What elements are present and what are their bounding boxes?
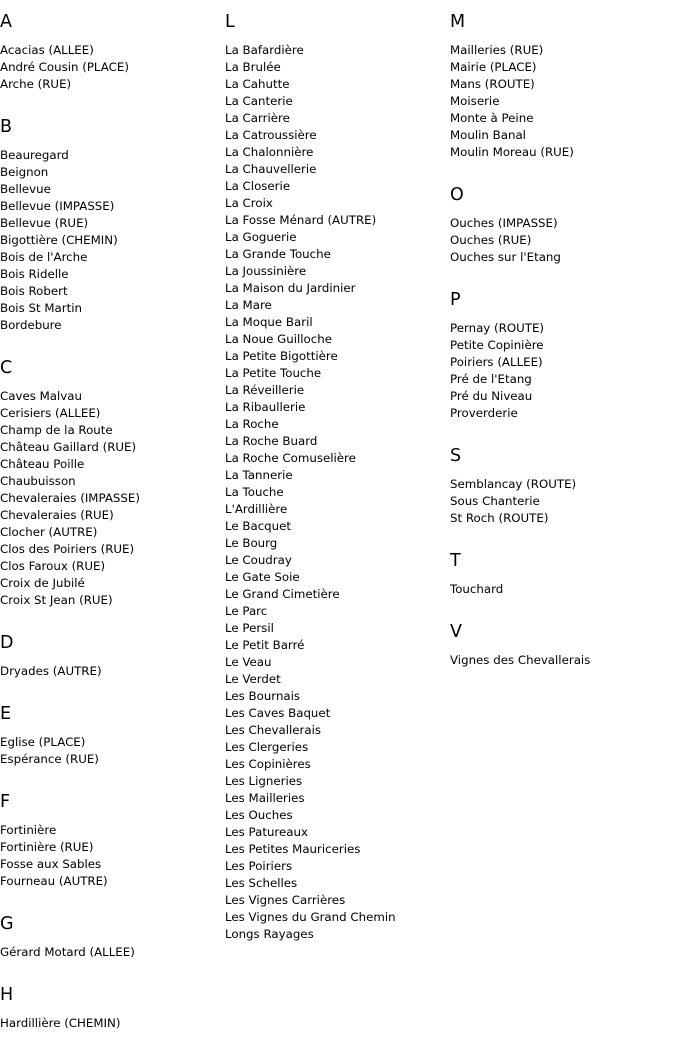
street-name: Croix de Jubilé — [0, 576, 85, 590]
street-name: La Roche Buard — [225, 434, 318, 448]
street-name: Les Schelles — [225, 876, 298, 890]
street-name: Mailleries (RUE) — [450, 43, 544, 57]
section-letter: O — [450, 185, 464, 205]
street-list — [0, 388, 215, 609]
street-name: Le Gate Soie — [225, 570, 300, 584]
letter-section — [0, 633, 215, 680]
street-name: Gérard Motard (ALLEE) — [0, 945, 135, 959]
street-name: Moulin Moreau (RUE) — [450, 145, 574, 159]
letter-section — [450, 12, 675, 161]
street-name: La Chalonnière — [225, 145, 314, 159]
street-name: Les Caves Baquet — [225, 706, 331, 720]
street-name: La Bafardière — [225, 43, 304, 57]
street-name: Fourneau (AUTRE) — [0, 874, 108, 888]
street-name: Bigottière (CHEMIN) — [0, 233, 118, 247]
street-list — [450, 320, 675, 422]
section-letter: B — [0, 117, 13, 137]
letter-section — [450, 290, 675, 422]
street-name: Moiserie — [450, 94, 500, 108]
letter-section — [0, 914, 215, 961]
street-list — [0, 147, 215, 334]
street-name: St Roch (ROUTE) — [450, 511, 549, 525]
street-name: Le Grand Cimetière — [225, 587, 340, 601]
street-name: Château Poille — [0, 457, 85, 471]
street-name: Acacias (ALLEE) — [0, 43, 94, 57]
street-list — [450, 581, 675, 598]
letter-section — [450, 185, 675, 266]
street-name: La Ribaullerie — [225, 400, 306, 414]
letter-section — [225, 12, 440, 943]
street-name: Le Petit Barré — [225, 638, 305, 652]
street-name: Les Ouches — [225, 808, 293, 822]
street-name: Caves Malvau — [0, 389, 82, 403]
street-list — [225, 42, 440, 943]
street-name: La Moque Baril — [225, 315, 313, 329]
letter-section — [0, 704, 215, 768]
street-name: Chaubuisson — [0, 474, 76, 488]
letter-section — [0, 358, 215, 609]
letter-section — [0, 12, 215, 93]
street-list — [0, 663, 215, 680]
street-name: Bordebure — [0, 318, 62, 332]
street-name: La Roche — [225, 417, 279, 431]
street-name: Les Vignes du Grand Chemin — [225, 910, 396, 924]
street-list — [0, 822, 215, 890]
street-name: Le Verdet — [225, 672, 281, 686]
street-name: La Brulée — [225, 60, 281, 74]
street-name: Les Chevallerais — [225, 723, 322, 737]
street-name: Monte à Peine — [450, 111, 534, 125]
street-name: La Joussinière — [225, 264, 307, 278]
street-name: Poiriers (ALLEE) — [450, 355, 543, 369]
section-letter: L — [225, 12, 235, 32]
street-name: Eglise (PLACE) — [0, 735, 86, 749]
section-letter: V — [450, 622, 462, 642]
street-name: Pernay (ROUTE) — [450, 321, 545, 335]
street-name: Les Vignes Carrières — [225, 893, 346, 907]
index-column-1 — [0, 0, 215, 1032]
street-name: Mairie (PLACE) — [450, 60, 537, 74]
letter-section — [450, 446, 675, 527]
letter-section — [450, 551, 675, 598]
street-name: Pré du Niveau — [450, 389, 533, 403]
street-name: Bois Ridelle — [0, 267, 69, 281]
street-name: La Carrière — [225, 111, 290, 125]
street-name: La Goguerie — [225, 230, 297, 244]
street-name: Dryades (AUTRE) — [0, 664, 102, 678]
street-name: Le Bacquet — [225, 519, 292, 533]
street-name: Le Coudray — [225, 553, 292, 567]
street-name: Château Gaillard (RUE) — [0, 440, 137, 454]
street-name: Fortinière — [0, 823, 57, 837]
street-name: Les Copinières — [225, 757, 311, 771]
street-name: Bellevue — [0, 182, 51, 196]
index-column-2 — [225, 0, 440, 943]
street-name: Longs Rayages — [225, 927, 314, 941]
street-name: Le Veau — [225, 655, 272, 669]
street-name: Cerisiers (ALLEE) — [0, 406, 101, 420]
section-letter: E — [0, 704, 12, 724]
street-name: La Maison du Jardinier — [225, 281, 356, 295]
section-letter: M — [450, 12, 466, 32]
street-name: Les Patureaux — [225, 825, 308, 839]
street-name: La Mare — [225, 298, 272, 312]
street-list — [450, 215, 675, 266]
street-name: Sous Chanterie — [450, 494, 540, 508]
street-name: La Grande Touche — [225, 247, 331, 261]
street-name: La Tannerie — [225, 468, 293, 482]
street-name: Bois Robert — [0, 284, 68, 298]
street-name: Chevaleraies (RUE) — [0, 508, 114, 522]
section-letter: C — [0, 358, 13, 378]
street-name: Touchard — [450, 582, 504, 596]
street-name: Les Clergeries — [225, 740, 309, 754]
section-letter: S — [450, 446, 462, 466]
street-list — [0, 1015, 215, 1032]
street-name: Fortinière (RUE) — [0, 840, 94, 854]
street-name: Le Bourg — [225, 536, 278, 550]
street-name: Espérance (RUE) — [0, 752, 99, 766]
street-list — [450, 652, 675, 669]
street-name: La Closerie — [225, 179, 291, 193]
street-name: Ouches sur l'Etang — [450, 250, 561, 264]
street-name: Proverderie — [450, 406, 518, 420]
street-name: Arche (RUE) — [0, 77, 72, 91]
section-letter: T — [450, 551, 461, 571]
section-letter: P — [450, 290, 461, 310]
street-name: Le Parc — [225, 604, 268, 618]
street-name: Chevaleraies (IMPASSE) — [0, 491, 140, 505]
street-name: Fosse aux Sables — [0, 857, 102, 871]
street-name: Champ de la Route — [0, 423, 113, 437]
letter-section — [0, 792, 215, 890]
street-name: Vignes des Chevallerais — [450, 653, 591, 667]
street-name: La Touche — [225, 485, 284, 499]
street-name: Bois St Martin — [0, 301, 82, 315]
street-name: Les Bournais — [225, 689, 301, 703]
street-name: Croix St Jean (RUE) — [0, 593, 113, 607]
street-name: La Cahutte — [225, 77, 290, 91]
street-name: Bellevue (RUE) — [0, 216, 89, 230]
street-name: Ouches (RUE) — [450, 233, 532, 247]
section-letter: H — [0, 985, 14, 1005]
street-name: La Croix — [225, 196, 273, 210]
street-name: Bellevue (IMPASSE) — [0, 199, 115, 213]
street-name: Clos Faroux (RUE) — [0, 559, 106, 573]
street-name: Bois de l'Arche — [0, 250, 88, 264]
street-name: La Petite Bigottière — [225, 349, 338, 363]
street-name: Ouches (IMPASSE) — [450, 216, 558, 230]
street-list — [450, 42, 675, 161]
street-name: Les Mailleries — [225, 791, 305, 805]
index-column-3 — [450, 0, 675, 669]
section-letter: F — [0, 792, 11, 812]
street-name: La Fosse Ménard (AUTRE) — [225, 213, 377, 227]
street-name: L'Ardillière — [225, 502, 288, 516]
letter-section — [0, 985, 215, 1032]
street-name: La Roche Comuselière — [225, 451, 356, 465]
street-name: Moulin Banal — [450, 128, 526, 142]
street-name: Mans (ROUTE) — [450, 77, 535, 91]
section-letter: D — [0, 633, 14, 653]
street-list — [450, 476, 675, 527]
street-name: Clos des Poiriers (RUE) — [0, 542, 135, 556]
street-name: La Catroussière — [225, 128, 317, 142]
street-name: Hardillière (CHEMIN) — [0, 1016, 121, 1030]
street-name: La Chauvellerie — [225, 162, 317, 176]
street-name: Clocher (AUTRE) — [0, 525, 98, 539]
section-letter: A — [0, 12, 12, 32]
street-name: Les Petites Mauriceries — [225, 842, 361, 856]
street-name: Petite Copinière — [450, 338, 544, 352]
street-name: Semblancay (ROUTE) — [450, 477, 577, 491]
section-letter: G — [0, 914, 14, 934]
street-name: Beauregard — [0, 148, 69, 162]
street-name: Beignon — [0, 165, 49, 179]
street-name: André Cousin (PLACE) — [0, 60, 129, 74]
street-name: La Noue Guilloche — [225, 332, 332, 346]
street-name: Pré de l'Etang — [450, 372, 532, 386]
street-list — [0, 734, 215, 768]
street-name: La Petite Touche — [225, 366, 322, 380]
street-name: Le Persil — [225, 621, 274, 635]
letter-section — [450, 622, 675, 669]
street-list — [0, 42, 215, 93]
street-list — [0, 944, 215, 961]
street-name: Les Poiriers — [225, 859, 293, 873]
street-name: La Canterie — [225, 94, 293, 108]
street-name: La Réveillerie — [225, 383, 305, 397]
letter-section — [0, 117, 215, 334]
street-name: Les Ligneries — [225, 774, 303, 788]
